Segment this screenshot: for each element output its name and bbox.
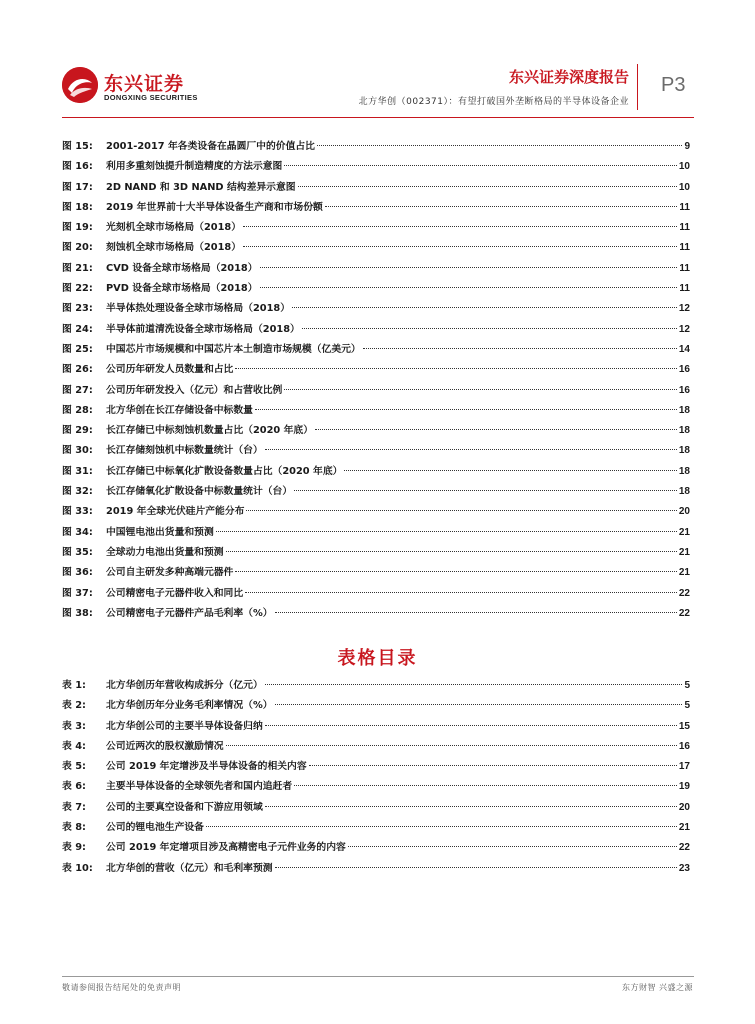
toc-leader-dots [309,765,677,766]
toc-entry-page: 22 [678,607,690,619]
toc-leader-dots [265,806,677,807]
toc-entry-title: 公司的锂电池生产设备 [106,822,204,834]
toc-entry-title: 公司 2019 年定增项目涉及高精密电子元件业务的内容 [106,842,346,854]
toc-entry-title: 2019 年世界前十大半导体设备生产商和市场份额 [106,201,323,213]
toc-entry-title: 半导体热处理设备全球市场格局（2018） [106,303,291,315]
toc-entry-label: 图 21: [62,262,93,274]
figure-index-list [62,137,690,624]
toc-entry-page: 14 [678,343,690,355]
toc-entry-page: 18 [678,465,690,477]
toc-entry-page: 17 [678,761,690,773]
table-index-entry[interactable] [62,757,690,777]
page-number: P3 [661,74,686,96]
toc-entry-title: 光刻机全球市场格局（2018） [106,222,242,234]
toc-entry-label: 表 1: [62,680,86,691]
figure-index-entry[interactable] [62,178,690,198]
toc-entry-title: 中国芯片市场规模和中国芯片本土制造市场规模（亿美元） [106,343,361,355]
toc-entry-label: 图 26: [62,364,93,376]
toc-entry-page: 21 [678,546,690,558]
toc-entry-title: CVD 设备全球市场格局（2018） [106,262,258,274]
toc-entry-label: 图 29: [62,425,93,437]
toc-entry-page: 21 [678,822,690,834]
toc-entry-label: 图 15: [62,141,93,152]
toc-entry-page: 11 [679,262,690,274]
toc-entry-page: 12 [678,323,690,335]
toc-entry-page: 11 [679,283,690,295]
toc-entry-page: 5 [684,680,690,691]
figure-index-entry[interactable] [62,340,690,360]
toc-entry-page: 21 [678,526,690,538]
toc-entry-title: 主要半导体设备的全球领先者和国内追赶者 [106,781,293,793]
toc-entry-label: 表 3: [62,720,86,732]
toc-leader-dots [260,267,678,268]
tables-heading: 表格目录 [337,648,418,669]
toc-entry-title: 利用多重刻蚀提升制造精度的方法示意图 [106,161,283,173]
figure-index-entry[interactable] [62,584,690,604]
figure-index-entry[interactable] [62,238,690,258]
figure-index-entry[interactable] [62,320,690,340]
toc-entry-label: 图 33: [62,506,93,518]
footer-rule [62,976,694,977]
toc-entry-title: 全球动力电池出货量和预测 [106,546,224,558]
toc-entry-page: 23 [678,862,690,874]
figure-index-entry[interactable] [62,523,690,543]
toc-entry-title: 北方华创在长江存储设备中标数量 [106,404,253,416]
toc-entry-page: 16 [678,740,690,752]
report-title: 东兴证券深度报告 [508,68,629,86]
toc-leader-dots [243,226,677,227]
toc-leader-dots [235,571,677,572]
toc-entry-title: 北方华创公司的主要半导体设备归纳 [106,720,263,732]
toc-leader-dots [317,145,682,146]
company-logo [62,67,198,107]
table-index-entry[interactable] [62,818,690,838]
toc-leader-dots [226,745,677,746]
figure-index-entry[interactable] [62,157,690,177]
toc-entry-title: 公司的主要真空设备和下游应用领域 [106,801,263,813]
toc-leader-dots [363,348,677,349]
toc-entry-title: 半导体前道清洗设备全球市场格局（2018） [106,323,300,335]
toc-entry-label: 图 38: [62,607,93,619]
figure-index-entry[interactable] [62,279,690,299]
toc-leader-dots [298,186,677,187]
logo-swirl-icon [62,67,98,103]
toc-entry-title: 北方华创历年分业务毛利率情况（%） [106,700,273,712]
header-rule [62,117,694,118]
toc-leader-dots [206,826,677,827]
toc-entry-label: 图 36: [62,567,93,579]
toc-leader-dots [245,592,677,593]
toc-entry-label: 表 5: [62,761,86,773]
toc-leader-dots [216,531,677,532]
toc-entry-title: 长江存储刻蚀机中标数量统计（台） [106,445,263,457]
table-index-entry[interactable] [62,777,690,797]
figure-index-entry[interactable] [62,482,690,502]
toc-entry-page: 22 [678,587,690,599]
toc-entry-label: 表 6: [62,781,86,793]
logo-text-cn: 东兴证券 [104,73,185,95]
toc-leader-dots [265,725,677,726]
toc-entry-title: PVD 设备全球市场格局（2018） [106,283,258,295]
toc-entry-title: 2D NAND 和 3D NAND 结构差异示意图 [106,181,296,193]
toc-entry-title: 长江存储已中标氧化扩散设备数量占比（2020 年底） [106,465,343,477]
toc-entry-label: 图 19: [62,222,93,234]
report-subtitle: 北方华创（002371）：有望打破国外垄断格局的半导体设备企业 [358,97,629,107]
toc-leader-dots [325,206,678,207]
toc-leader-dots [246,510,676,511]
toc-leader-dots [315,429,677,430]
figure-index-entry[interactable] [62,360,690,380]
table-index-entry[interactable] [62,798,690,818]
figure-index-entry[interactable] [62,441,690,461]
toc-entry-page: 15 [678,720,690,732]
toc-entry-label: 图 35: [62,546,93,558]
toc-entry-title: 公司历年研发投入（亿元）和占营收比例 [106,384,283,396]
toc-entry-page: 16 [678,364,690,376]
toc-leader-dots [292,307,677,308]
toc-leader-dots [260,287,678,288]
toc-leader-dots [302,328,677,329]
toc-entry-page: 18 [678,486,690,498]
toc-leader-dots [255,409,677,410]
toc-entry-label: 图 17: [62,181,93,193]
toc-entry-title: 长江存储氧化扩散设备中标数量统计（台） [106,486,293,498]
table-index-entry[interactable] [62,717,690,737]
toc-entry-label: 图 27: [62,384,93,396]
toc-leader-dots [284,389,677,390]
figure-index-entry[interactable] [62,604,690,624]
figure-index-entry[interactable] [62,421,690,441]
toc-entry-title: 长江存储已中标刻蚀机数量占比（2020 年底） [106,425,314,437]
toc-entry-label: 表 9: [62,842,86,854]
toc-entry-label: 图 28: [62,404,93,416]
toc-entry-label: 图 24: [62,323,93,335]
toc-entry-label: 图 23: [62,303,93,315]
toc-entry-label: 表 8: [62,822,86,834]
page-header [0,0,755,120]
toc-entry-page: 12 [678,303,690,315]
logo-text-en: DONGXING SECURITIES [104,93,198,102]
toc-entry-label: 图 22: [62,283,93,295]
toc-entry-page: 18 [678,404,690,416]
toc-leader-dots [275,867,677,868]
toc-entry-title: 北方华创历年营收构成拆分（亿元） [106,680,263,691]
toc-entry-title: 2001-2017 年各类设备在晶圆厂中的价值占比 [106,141,315,152]
toc-entry-page: 11 [679,222,690,234]
logo-mark-icon [62,67,98,103]
toc-leader-dots [348,846,677,847]
table-index-list [62,676,690,879]
table-index-entry[interactable] [62,676,690,696]
footer-disclaimer: 敬请参阅报告结尾处的免责声明 [62,983,181,992]
toc-entry-label: 图 20: [62,242,93,254]
table-index-entry[interactable] [62,696,690,716]
figure-index-entry[interactable] [62,198,690,218]
toc-entry-page: 19 [678,781,690,793]
toc-entry-page: 20 [678,506,690,518]
toc-entry-title: 公司 2019 年定增涉及半导体设备的相关内容 [106,761,307,773]
toc-entry-label: 图 32: [62,486,93,498]
toc-leader-dots [243,246,677,247]
toc-entry-page: 18 [678,425,690,437]
toc-entry-label: 图 34: [62,526,93,538]
toc-leader-dots [265,449,677,450]
toc-entry-page: 11 [679,201,690,213]
toc-entry-title: 公司历年研发人员数量和占比 [106,364,234,376]
toc-entry-title: 2019 年全球光伏硅片产能分布 [106,506,245,518]
toc-leader-dots [294,490,677,491]
toc-entry-label: 表 10: [62,862,93,874]
toc-entry-title: 中国锂电池出货量和预测 [106,526,214,538]
toc-entry-label: 图 16: [62,161,93,173]
toc-entry-page: 9 [684,141,690,152]
toc-entry-page: 18 [678,445,690,457]
figure-index-entry[interactable] [62,502,690,522]
toc-leader-dots [344,470,676,471]
figure-index-entry[interactable] [62,401,690,421]
toc-entry-title: 公司精密电子元器件产品毛利率（%） [106,607,273,619]
toc-leader-dots [265,684,683,685]
figure-index-entry[interactable] [62,299,690,319]
toc-entry-title: 公司近两次的股权激励情况 [106,740,224,752]
toc-entry-page: 21 [678,567,690,579]
toc-entry-label: 表 4: [62,740,86,752]
toc-leader-dots [226,551,677,552]
toc-entry-title: 公司精密电子元器件收入和同比 [106,587,244,599]
footer-slogan: 东方财智 兴盛之源 [621,983,693,992]
toc-entry-page: 10 [678,161,690,173]
toc-entry-page: 10 [678,181,690,193]
toc-leader-dots [284,165,677,166]
figure-index-entry[interactable] [62,543,690,563]
toc-entry-label: 图 18: [62,201,93,213]
toc-entry-label: 图 30: [62,445,93,457]
figure-index-entry[interactable] [62,218,690,238]
figure-index-entry[interactable] [62,462,690,482]
toc-entry-page: 11 [679,242,690,254]
table-index-entry[interactable] [62,838,690,858]
figure-index-entry[interactable] [62,381,690,401]
toc-entry-label: 表 7: [62,801,86,813]
toc-entry-page: 20 [678,801,690,813]
toc-leader-dots [294,785,677,786]
toc-entry-label: 表 2: [62,700,86,712]
header-divider [637,64,638,110]
toc-entry-title: 刻蚀机全球市场格局（2018） [106,242,242,254]
figure-index-entry[interactable] [62,563,690,583]
toc-leader-dots [275,612,677,613]
table-index-entry[interactable] [62,737,690,757]
toc-entry-page: 5 [684,700,690,712]
figure-index-entry[interactable] [62,259,690,279]
toc-entry-label: 图 31: [62,465,93,477]
toc-entry-title: 公司自主研发多种高端元器件 [106,567,234,579]
figure-index-entry[interactable] [62,137,690,157]
toc-leader-dots [235,368,677,369]
toc-entry-label: 图 25: [62,343,93,355]
toc-entry-label: 图 37: [62,587,93,599]
toc-entry-title: 北方华创的营收（亿元）和毛利率预测 [106,862,273,874]
table-index-entry[interactable] [62,859,690,879]
toc-leader-dots [275,704,683,705]
toc-entry-page: 22 [678,842,690,854]
toc-entry-page: 16 [678,384,690,396]
